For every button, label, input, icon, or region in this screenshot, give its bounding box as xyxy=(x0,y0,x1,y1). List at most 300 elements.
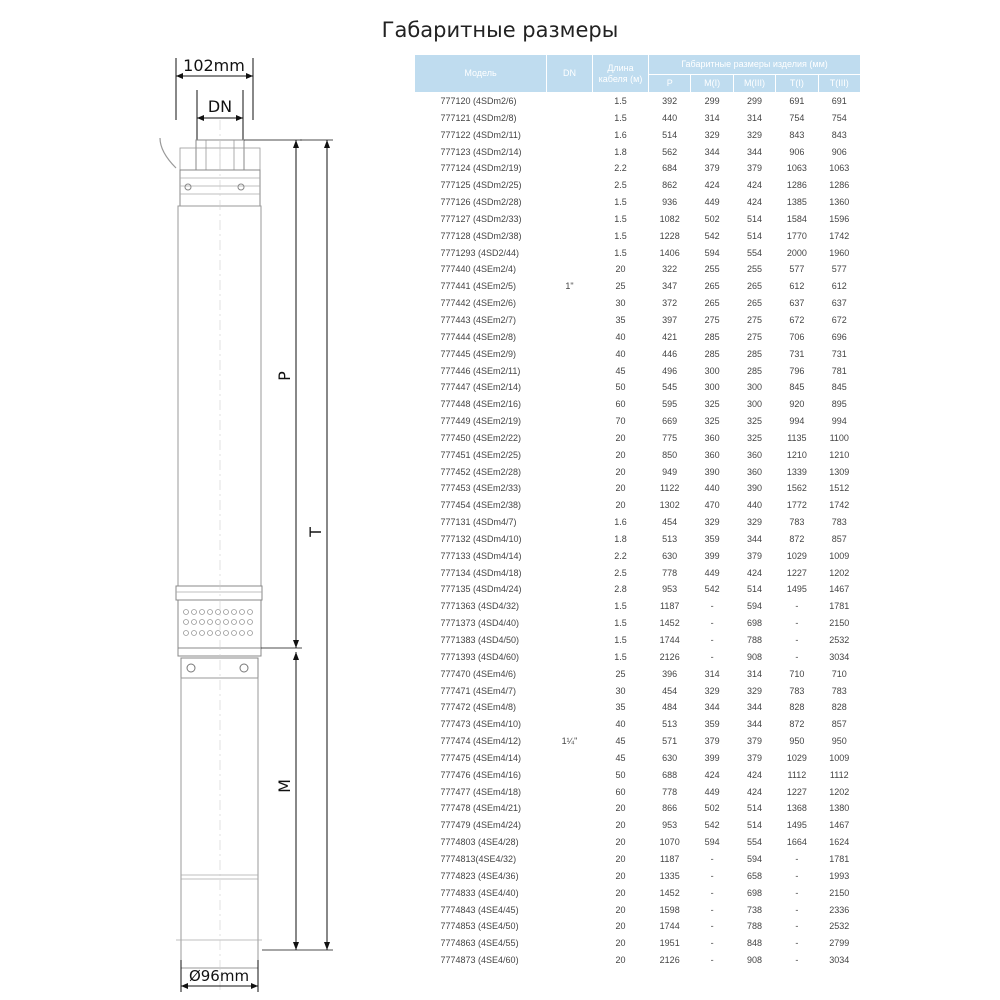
cell-m1: 285 xyxy=(704,348,720,359)
cell-t1: - xyxy=(795,870,799,881)
cell-m3: 360 xyxy=(746,466,762,477)
cell-m3: 424 xyxy=(746,769,762,780)
cell-t3: 1202 xyxy=(829,567,850,578)
cell-cable: 1.5 xyxy=(614,96,627,106)
cell-cable: 20 xyxy=(615,938,626,949)
cell-t3: 895 xyxy=(831,399,847,410)
header-t3: T(III) xyxy=(818,75,860,93)
cell-m1: 299 xyxy=(704,96,720,106)
cell-model: 777133 (4SDm4/14) xyxy=(440,550,522,561)
cell-m1: 502 xyxy=(704,213,720,224)
cell-p: 595 xyxy=(662,399,678,410)
cell-t3: 1742 xyxy=(829,500,850,511)
cell-model: 777477 (4SEm4/18) xyxy=(440,786,522,797)
cell-t1: 706 xyxy=(789,331,805,342)
cell-m3: 514 xyxy=(746,213,762,224)
cell-t1: 920 xyxy=(789,399,805,410)
cell-t1: 1112 xyxy=(787,769,807,780)
cell-t1: 1664 xyxy=(786,837,807,848)
cell-m3: 329 xyxy=(746,517,762,528)
cell-p: 775 xyxy=(662,432,678,443)
header-model: Модель xyxy=(415,55,547,93)
table-row xyxy=(415,514,861,531)
cell-m1: 424 xyxy=(704,180,720,191)
cell-dn xyxy=(547,497,593,514)
cell-dn xyxy=(547,464,593,481)
cell-cable: 20 xyxy=(615,432,626,443)
cell-m3: 285 xyxy=(746,348,762,359)
cell-p: 688 xyxy=(662,769,678,780)
m-label: M xyxy=(275,779,294,793)
cell-cable: 2.8 xyxy=(614,584,627,595)
cell-m3: 344 xyxy=(746,146,762,157)
cell-m1: 470 xyxy=(704,500,720,511)
cell-m3: 788 xyxy=(746,635,762,645)
cell-dn xyxy=(547,144,593,161)
cell-m1: 255 xyxy=(704,264,720,275)
cell-dn xyxy=(547,851,593,868)
m-dimension xyxy=(275,652,299,950)
cell-model: 7774873 (4SE4/60) xyxy=(440,955,519,966)
cell-m3: 379 xyxy=(746,736,762,747)
cell-dn xyxy=(547,581,593,598)
cell-m1: 325 xyxy=(704,416,720,427)
cell-m3: 265 xyxy=(746,281,762,292)
cell-m3: 848 xyxy=(746,938,762,949)
table-row xyxy=(415,952,861,969)
cell-model: 777122 (4SDm2/11) xyxy=(440,129,521,140)
cell-dn xyxy=(547,632,593,649)
cell-t1: 783 xyxy=(789,685,805,696)
cell-t3: 2336 xyxy=(829,904,850,915)
cell-t3: 577 xyxy=(831,264,847,275)
cell-p: 513 xyxy=(662,719,678,730)
cell-m3: 265 xyxy=(746,298,762,309)
cell-m1: 449 xyxy=(704,567,720,578)
cell-p: 322 xyxy=(662,264,678,275)
cell-model: 777134 (4SDm4/18) xyxy=(440,567,522,578)
cell-cable: 2.2 xyxy=(614,163,627,174)
cell-m1: 594 xyxy=(704,247,720,258)
cell-m3: 698 xyxy=(746,618,762,629)
cell-t3: 1309 xyxy=(829,466,850,477)
table-row xyxy=(415,615,861,632)
cell-t3: 731 xyxy=(831,348,847,359)
cell-t3: 3034 xyxy=(829,651,850,662)
cell-m1: - xyxy=(710,651,714,662)
cell-p: 454 xyxy=(662,517,678,528)
cell-t1: 872 xyxy=(789,719,805,730)
table-row xyxy=(415,312,861,329)
cell-cable: 45 xyxy=(615,365,626,376)
cell-cable: 25 xyxy=(615,668,626,679)
cell-model: 777124 (4SDm2/19) xyxy=(440,163,522,174)
dn-label: DN xyxy=(207,97,233,116)
cell-m1: 329 xyxy=(704,685,720,696)
table-row xyxy=(415,935,861,952)
cell-dn xyxy=(547,952,593,969)
cell-t3: 1100 xyxy=(829,432,849,443)
cell-dn xyxy=(547,565,593,582)
cell-m1: - xyxy=(710,955,714,966)
cell-model: 777444 (4SEm2/8) xyxy=(440,331,517,342)
cell-m1: 449 xyxy=(704,197,720,208)
cell-m1: 502 xyxy=(704,803,720,814)
pump-drawing xyxy=(150,50,350,995)
table-row xyxy=(415,632,861,649)
cell-m1: - xyxy=(710,870,714,881)
dn-group-label: 1¼" xyxy=(561,736,578,747)
cell-cable: 20 xyxy=(615,887,626,898)
cell-model: 777470 (4SEm4/6) xyxy=(440,668,517,679)
cell-t1: 1286 xyxy=(786,180,807,191)
cell-t3: 1512 xyxy=(829,483,850,494)
cell-cable: 20 xyxy=(615,921,626,932)
table-row xyxy=(415,413,861,430)
cell-t3: 781 xyxy=(831,365,847,376)
cell-m3: 424 xyxy=(746,180,762,191)
cell-cable: 2.5 xyxy=(614,567,627,578)
cell-m1: - xyxy=(710,921,714,932)
cell-m3: 344 xyxy=(746,702,762,713)
table-row xyxy=(415,464,861,481)
cell-model: 7774823 (4SE4/36) xyxy=(440,870,519,881)
cell-t1: - xyxy=(795,955,799,966)
p-label: P xyxy=(275,371,294,381)
cell-t3: 1380 xyxy=(829,803,850,814)
cell-model: 7774803 (4SE4/28) xyxy=(440,837,519,848)
cell-p: 936 xyxy=(662,197,678,208)
cell-model: 777121 (4SDm2/8) xyxy=(440,112,517,123)
cell-p: 1070 xyxy=(659,837,680,848)
cell-cable: 20 xyxy=(615,853,626,864)
pump-body xyxy=(178,206,261,586)
table-row xyxy=(415,817,861,834)
table-row xyxy=(415,379,861,396)
cell-dn xyxy=(547,767,593,784)
cell-dn xyxy=(547,245,593,262)
cell-t1: - xyxy=(795,904,799,915)
cell-m3: 344 xyxy=(746,719,762,730)
cell-dn xyxy=(547,430,593,447)
cell-dn xyxy=(547,295,593,312)
cell-m3: 300 xyxy=(746,399,762,410)
cell-t1: - xyxy=(795,853,799,864)
cell-m3: 514 xyxy=(746,230,762,241)
cell-p: 1452 xyxy=(659,618,680,629)
cell-cable: 2.2 xyxy=(614,550,627,561)
cell-model: 777454 (4SEm2/38) xyxy=(440,500,522,511)
cell-dn xyxy=(547,716,593,733)
cell-dn xyxy=(547,531,593,548)
cell-m3: 299 xyxy=(746,96,762,106)
cell-m3: 554 xyxy=(746,837,762,848)
cell-p: 2126 xyxy=(659,955,680,966)
cell-m1: 379 xyxy=(704,163,720,174)
table-row xyxy=(415,868,861,885)
cell-cable: 45 xyxy=(615,736,626,747)
cell-dn xyxy=(547,615,593,632)
cell-t1: 872 xyxy=(789,533,805,544)
cell-p: 1744 xyxy=(659,921,680,932)
cell-t1: 1562 xyxy=(786,483,807,494)
cell-t1: 1029 xyxy=(786,550,807,561)
cell-t1: 1770 xyxy=(786,230,807,241)
cell-dn xyxy=(547,160,593,177)
table-row xyxy=(415,194,861,211)
cell-t3: 1742 xyxy=(829,230,850,241)
cell-p: 684 xyxy=(662,163,678,174)
cell-cable: 40 xyxy=(615,348,626,359)
dimensions-table xyxy=(414,54,861,969)
cell-t3: 691 xyxy=(831,96,847,106)
cell-p: 1744 xyxy=(659,635,680,645)
cell-dn xyxy=(547,228,593,245)
cell-p: 1122 xyxy=(660,483,680,494)
cell-model: 777127 (4SDm2/33) xyxy=(440,213,522,224)
cell-m1: 399 xyxy=(704,550,720,561)
cell-t3: 1467 xyxy=(829,820,850,831)
cell-model: 7771393 (4SD4/60) xyxy=(440,651,520,662)
cell-t3: 696 xyxy=(831,331,847,342)
cell-m1: 594 xyxy=(704,837,720,848)
cell-p: 1187 xyxy=(660,853,680,864)
cell-m3: 738 xyxy=(746,904,762,915)
table-row xyxy=(415,531,861,548)
cell-dn xyxy=(547,666,593,683)
table-row xyxy=(415,834,861,851)
cell-model: 777135 (4SDm4/24) xyxy=(440,584,522,595)
cell-t1: 731 xyxy=(789,348,805,359)
cell-model: 777442 (4SEm2/6) xyxy=(440,298,517,309)
cell-p: 484 xyxy=(662,702,678,713)
cell-t1: 1385 xyxy=(786,197,807,208)
cell-t1: 950 xyxy=(789,736,805,747)
cell-t1: 1227 xyxy=(786,786,807,797)
cell-t3: 2532 xyxy=(829,921,850,932)
table-row xyxy=(415,918,861,935)
cell-p: 513 xyxy=(662,533,678,544)
cell-t3: 710 xyxy=(831,668,847,679)
cell-m3: 329 xyxy=(746,129,762,140)
cell-dn xyxy=(547,177,593,194)
cell-model: 777449 (4SEm2/19) xyxy=(440,416,522,427)
cell-t3: 857 xyxy=(831,533,847,544)
cell-p: 421 xyxy=(662,331,678,342)
cell-model: 777125 (4SDm2/25) xyxy=(440,180,522,191)
cell-m1: 265 xyxy=(704,298,720,309)
cell-m3: 594 xyxy=(746,853,762,864)
dn-dimension xyxy=(197,90,243,140)
cell-t3: 843 xyxy=(831,129,847,140)
cell-cable: 60 xyxy=(615,399,626,410)
cable xyxy=(160,138,176,168)
table-row xyxy=(415,144,861,161)
cell-m1: 329 xyxy=(704,517,720,528)
cell-t3: 828 xyxy=(831,702,847,713)
cell-t3: 1112 xyxy=(829,769,849,780)
cell-dn xyxy=(547,935,593,952)
cell-t3: 1781 xyxy=(829,853,850,864)
cell-model: 777479 (4SEm4/24) xyxy=(440,820,522,831)
cell-dn xyxy=(547,110,593,127)
cell-model: 7771373 (4SD4/40) xyxy=(440,618,520,629)
cell-m1: - xyxy=(710,618,714,629)
cell-t3: 1624 xyxy=(829,837,850,848)
cell-t3: 1063 xyxy=(829,163,850,174)
cell-m3: 440 xyxy=(746,500,762,511)
cell-cable: 1.5 xyxy=(614,247,627,258)
cell-m3: 514 xyxy=(746,584,762,595)
cell-model: 7774853 (4SE4/50) xyxy=(440,921,519,932)
cell-dn xyxy=(547,817,593,834)
cell-p: 949 xyxy=(662,466,678,477)
cell-t1: - xyxy=(795,635,799,645)
cell-model: 777128 (4SDm2/38) xyxy=(440,230,522,241)
cell-dn xyxy=(547,93,593,110)
cell-cable: 40 xyxy=(615,719,626,730)
cell-dn xyxy=(547,699,593,716)
cell-t1: 828 xyxy=(789,702,805,713)
cell-m3: 255 xyxy=(746,264,762,275)
cell-dn xyxy=(547,379,593,396)
cell-cable: 20 xyxy=(615,483,626,494)
cell-p: 630 xyxy=(662,752,678,763)
cell-cable: 25 xyxy=(615,281,626,292)
cell-p: 1302 xyxy=(659,500,680,511)
cell-model: 777131 (4SDm4/7) xyxy=(440,517,517,528)
cell-dn xyxy=(547,834,593,851)
header-cable: Длина кабеля (м) xyxy=(593,55,649,93)
cell-model: 777448 (4SEm2/16) xyxy=(440,399,522,410)
cell-model: 777474 (4SEm4/12) xyxy=(440,736,522,747)
cell-model: 777441 (4SEm2/5) xyxy=(440,281,517,292)
cell-t1: 577 xyxy=(789,264,805,275)
cell-t1: 1339 xyxy=(786,466,807,477)
cell-m3: 514 xyxy=(746,803,762,814)
cell-m3: 658 xyxy=(746,870,762,881)
cell-m1: - xyxy=(710,635,714,645)
cell-p: 1228 xyxy=(659,230,680,241)
cell-dn xyxy=(547,548,593,565)
cell-cable: 1.6 xyxy=(614,129,627,140)
cell-cable: 50 xyxy=(615,769,626,780)
cell-t3: 994 xyxy=(831,416,847,427)
cell-model: 777123 (4SDm2/14) xyxy=(440,146,522,157)
cell-model: 7771363 (4SD4/32) xyxy=(440,601,520,612)
table-row xyxy=(415,598,861,615)
cell-m1: 399 xyxy=(704,752,720,763)
cell-t1: - xyxy=(795,618,799,629)
cell-model: 777471 (4SEm4/7) xyxy=(440,685,517,696)
cell-p: 630 xyxy=(662,550,678,561)
cell-t3: 1960 xyxy=(829,247,850,258)
cell-t3: 1009 xyxy=(829,550,850,561)
cell-p: 2126 xyxy=(659,651,680,662)
cell-p: 1598 xyxy=(659,904,680,915)
cell-t3: 783 xyxy=(831,685,847,696)
cell-cable: 1.5 xyxy=(614,213,627,224)
cell-t1: 1227 xyxy=(786,567,807,578)
width-label: 102mm xyxy=(183,56,245,75)
intake-section xyxy=(176,586,262,678)
cell-model: 777451 (4SEm2/25) xyxy=(440,449,522,460)
table-row xyxy=(415,329,861,346)
cell-dn xyxy=(547,800,593,817)
cell-m3: 379 xyxy=(746,550,762,561)
cell-m1: 300 xyxy=(704,365,720,376)
cell-m3: 300 xyxy=(746,382,762,393)
cell-t3: 2150 xyxy=(829,618,850,629)
cell-m3: 908 xyxy=(746,955,762,966)
cell-m3: 275 xyxy=(746,314,762,325)
cell-p: 392 xyxy=(662,96,678,106)
cell-m3: 314 xyxy=(746,112,762,123)
cell-p: 669 xyxy=(662,416,678,427)
cell-p: 496 xyxy=(662,365,678,376)
cell-m1: 379 xyxy=(704,736,720,747)
cell-m3: 325 xyxy=(746,416,762,427)
table-row xyxy=(415,160,861,177)
table-row xyxy=(415,649,861,666)
cell-model: 777440 (4SEm2/4) xyxy=(440,264,517,275)
cell-t3: 754 xyxy=(831,112,847,123)
cell-cable: 20 xyxy=(615,870,626,881)
cell-p: 562 xyxy=(662,146,678,157)
cell-t3: 637 xyxy=(831,298,847,309)
cell-t1: 2000 xyxy=(786,247,807,258)
cell-m1: 265 xyxy=(704,281,720,292)
cell-t1: - xyxy=(795,651,799,662)
cell-cable: 20 xyxy=(615,500,626,511)
cell-m1: - xyxy=(710,904,714,915)
cell-m1: 542 xyxy=(704,584,720,595)
cell-model: 7774843 (4SE4/45) xyxy=(440,904,519,915)
cell-t1: - xyxy=(795,938,799,949)
cell-m3: 594 xyxy=(746,601,762,612)
cell-dn xyxy=(547,784,593,801)
cell-p: 396 xyxy=(662,668,678,679)
table-row xyxy=(415,565,861,582)
cell-m3: 379 xyxy=(746,752,762,763)
table-row xyxy=(415,784,861,801)
cell-dn xyxy=(547,329,593,346)
cell-cable: 1.5 xyxy=(614,651,627,662)
cell-m1: 542 xyxy=(704,820,720,831)
cell-dn xyxy=(547,312,593,329)
cell-cable: 1.5 xyxy=(614,618,627,629)
cell-t3: 1596 xyxy=(829,213,850,224)
cell-t3: 1009 xyxy=(829,752,850,763)
cell-m1: 359 xyxy=(704,719,720,730)
cell-cable: 20 xyxy=(615,820,626,831)
cell-m3: 788 xyxy=(746,921,762,932)
table-row xyxy=(415,733,861,750)
cell-t1: 796 xyxy=(789,365,805,376)
cell-m1: 325 xyxy=(704,399,720,410)
cell-t3: 857 xyxy=(831,719,847,730)
cell-m1: 359 xyxy=(704,533,720,544)
cell-cable: 1.5 xyxy=(614,601,627,612)
cell-m1: - xyxy=(710,938,714,949)
table-row xyxy=(415,110,861,127)
cell-model: 777450 (4SEm2/22) xyxy=(440,432,522,443)
cell-t1: 1063 xyxy=(786,163,807,174)
cell-dn xyxy=(547,868,593,885)
cell-m1: 360 xyxy=(704,449,720,460)
cell-cable: 50 xyxy=(615,382,626,393)
cell-cable: 1.8 xyxy=(614,146,627,157)
